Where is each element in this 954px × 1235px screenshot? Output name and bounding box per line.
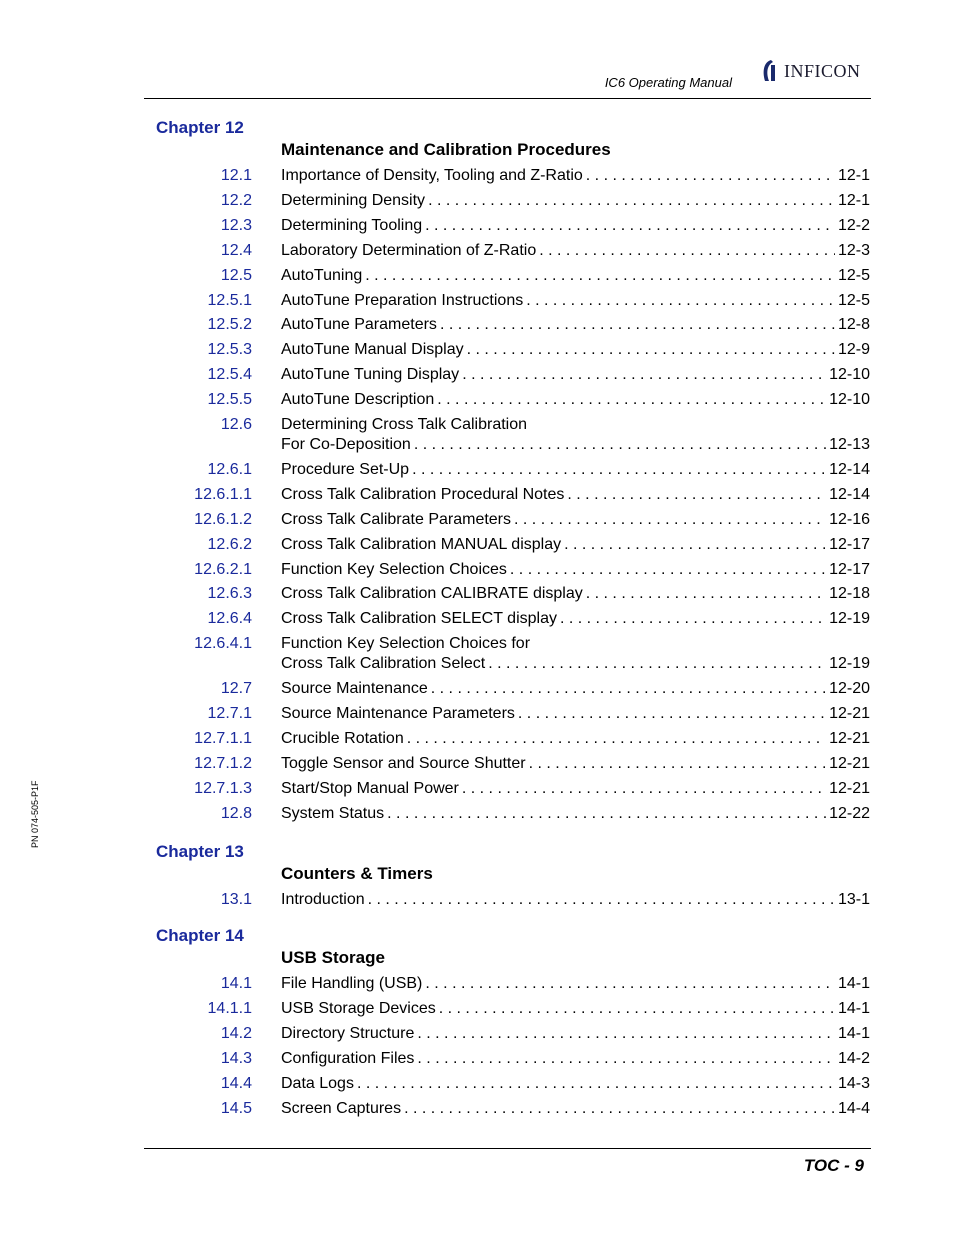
header-rule [144,98,871,99]
section-number[interactable]: 12.6.2 [207,535,252,553]
entry-line [281,1100,870,1118]
section-number[interactable]: 12.3 [220,216,252,234]
dot-leader [488,655,826,673]
entry-line [281,366,870,384]
entry-page: 12-1 [837,167,870,184]
entry-page: 14-1 [837,1024,870,1042]
entry-title: Procedure Set-Up [281,460,410,478]
section-number[interactable]: 12.5.4 [207,366,252,384]
dot-leader [539,242,835,260]
entry-page: 12-21 [829,705,870,722]
entry-line [281,461,870,479]
entry-page: 14-3 [837,1074,870,1092]
section-number[interactable]: 12.6.2.1 [194,560,252,578]
chapter-title: USB Storage [281,948,385,967]
section-number[interactable]: 12.5 [220,266,252,284]
entry-line [281,341,870,359]
dot-leader [431,680,826,698]
dot-leader [412,461,826,479]
entry-page: 12-14 [829,460,870,478]
section-number[interactable]: 12.5.2 [207,316,252,334]
entry-line [281,780,870,798]
entry-page: 12-21 [829,754,870,772]
entry-page: 14-4 [837,1099,870,1117]
section-number[interactable]: 12.8 [220,804,252,822]
section-number[interactable]: 14.4 [220,1074,252,1092]
entry-page: 12-16 [829,510,870,528]
entry-title: Crucible Rotation [281,729,404,747]
entry-line [281,975,870,993]
entry-title: AutoTune Tuning Display [281,366,460,384]
section-number[interactable]: 12.2 [220,191,252,209]
entry-page: 14-2 [837,1049,870,1067]
entry-line [281,511,870,529]
entry-page: 12-17 [829,560,870,578]
entry-line [281,217,870,235]
entry-page: 12-20 [829,680,870,698]
entry-line [281,755,870,773]
entry-line [281,536,870,554]
entry-page: 14-1 [837,975,870,992]
chapter-label[interactable]: Chapter 12 [156,118,244,137]
dot-leader [357,1075,835,1093]
entry-title: Cross Talk Calibration MANUAL display [281,535,562,553]
entry-page: 12-19 [829,610,870,628]
entry-line [281,1050,870,1068]
entry-title-line1: Determining Cross Talk Calibration [281,416,528,433]
entry-line [281,655,870,673]
section-number[interactable]: 12.6.3 [207,585,252,603]
dot-leader [407,730,826,748]
dot-leader [529,755,826,773]
entry-line [281,242,870,260]
section-number[interactable]: 12.6.1.2 [194,510,252,528]
entry-title: Configuration Files [281,1049,415,1067]
section-number[interactable]: 12.1 [220,167,252,184]
entry-title: AutoTune Manual Display [281,341,464,359]
dot-leader [462,366,826,384]
entry-title: AutoTune Parameters [281,316,437,334]
entry-title-line1: Function Key Selection Choices for [281,635,531,653]
entry-line [281,436,870,454]
entry-title: Source Maintenance Parameters [281,705,515,722]
entry-title: Source Maintenance [281,680,428,698]
entry-title: AutoTune Description [281,391,435,409]
entry-title: Function Key Selection Choices [281,560,507,578]
entry-page: 12-3 [837,241,870,259]
manual-title: IC6 Operating Manual [604,75,732,90]
entry-title: Introduction [281,891,365,908]
entry-line [281,891,870,909]
section-number[interactable]: 12.6.1.1 [194,485,252,503]
entry-line [281,680,870,698]
entry-page: 12-9 [837,341,870,359]
entry-title: Cross Talk Calibration Procedural Notes [281,485,565,503]
entry-line [281,1000,870,1018]
entry-line [281,1025,870,1043]
entry-line [281,167,870,185]
entry-page: 12-10 [829,366,870,384]
section-number[interactable]: 12.6 [220,416,252,433]
entry-title: Data Logs [281,1074,354,1092]
entry-title: Start/Stop Manual Power [281,779,459,797]
logo-wordmark: INFICON [784,60,861,81]
dot-leader [510,561,826,579]
section-number[interactable]: 13.1 [220,891,252,908]
section-number[interactable]: 14.1 [220,975,252,992]
section-number[interactable]: 12.7.1 [207,705,252,722]
inficon-logo [760,58,861,84]
entry-page: 12-21 [829,779,870,797]
entry-title: Toggle Sensor and Source Shutter [281,754,526,772]
dot-leader [428,192,835,210]
dot-leader [462,780,826,798]
dot-leader [567,486,826,504]
entry-page: 12-2 [837,216,870,234]
entry-line [281,292,870,310]
dot-leader [440,316,835,334]
entry-title: Cross Talk Calibration CALIBRATE display [281,585,583,603]
dot-leader [526,292,835,310]
entry-line [281,316,870,334]
entry-page: 13-1 [837,891,870,908]
part-number: PN 074-505-P1F [30,780,40,848]
section-number[interactable]: 12.7.1.2 [194,754,252,772]
chapter-label[interactable]: Chapter 14 [156,926,244,945]
section-number[interactable]: 12.6.4.1 [194,635,252,653]
entry-title: File Handling (USB) [281,975,423,992]
entry-line [281,391,870,409]
entry-page: 12-13 [829,436,870,453]
dot-leader [439,1000,835,1018]
entry-title: USB Storage Devices [281,999,436,1017]
entry-line [281,610,870,628]
dot-leader [586,167,835,185]
entry-line [281,730,870,748]
dot-leader [387,805,826,823]
dot-leader [425,975,835,993]
entry-page: 12-14 [829,485,870,503]
entry-line [281,192,870,210]
dot-leader [467,341,835,359]
dot-leader [564,536,826,554]
section-number[interactable]: 14.1.1 [207,999,252,1017]
section-number[interactable]: 12.5.3 [207,341,252,359]
chapter-title: Counters & Timers [281,864,433,883]
entry-page: 12-18 [829,585,870,603]
section-number[interactable]: 14.5 [220,1099,252,1117]
section-number[interactable]: 12.6.4 [207,610,252,628]
inficon-logo-icon [760,59,782,83]
entry-line [281,486,870,504]
entry-page: 12-10 [829,391,870,409]
entry-page: 12-1 [837,191,870,209]
page-number: TOC - 9 [803,1156,864,1175]
entry-page: 12-19 [829,655,870,673]
entry-line [281,705,870,723]
footer-rule [144,1148,871,1149]
entry-title: Determining Density [281,191,426,209]
section-number[interactable]: 12.7 [220,680,252,698]
dot-leader [518,705,826,723]
section-number[interactable]: 12.5.5 [207,391,252,409]
entry-line [281,267,870,285]
dot-leader [560,610,826,628]
section-number[interactable]: 12.6.1 [207,460,252,478]
entry-title: Cross Talk Calibration Select [281,655,486,673]
entry-page: 12-5 [837,291,870,309]
entry-title: Directory Structure [281,1024,415,1042]
entry-page: 12-8 [837,316,870,334]
entry-page: 12-17 [829,535,870,553]
entry-title: System Status [281,804,385,822]
section-number[interactable]: 12.5.1 [207,291,252,309]
dot-leader [586,585,826,603]
section-number[interactable]: 14.3 [220,1049,252,1067]
entry-line [281,585,870,603]
dot-leader [414,436,826,454]
entry-line [281,1075,870,1093]
dot-leader [365,267,835,285]
section-number[interactable]: 12.7.1.3 [194,779,252,797]
dot-leader [368,891,835,909]
entry-title: AutoTuning [281,266,363,284]
section-number[interactable]: 14.2 [220,1024,252,1042]
entry-page: 12-21 [829,729,870,747]
entry-title: Cross Talk Calibrate Parameters [281,510,512,528]
entry-page: 12-5 [837,266,870,284]
entry-line [281,561,870,579]
chapter-label[interactable]: Chapter 13 [156,842,244,861]
dot-leader [437,391,826,409]
dot-leader [417,1025,835,1043]
entry-page: 14-1 [837,999,870,1017]
entry-title: For Co-Deposition [281,436,411,453]
dot-leader [425,217,835,235]
dot-leader [417,1050,835,1068]
entry-line [281,805,870,823]
section-number[interactable]: 12.4 [220,241,252,259]
dot-leader [404,1100,835,1118]
entry-page: 12-22 [829,804,870,822]
chapter-title: Maintenance and Calibration Procedures [281,140,611,159]
entry-title: Cross Talk Calibration SELECT display [281,610,557,628]
entry-title: Importance of Density, Tooling and Z-Ratio [281,167,583,184]
entry-title: Laboratory Determination of Z-Ratio [281,241,537,259]
entry-title: Determining Tooling [281,216,423,234]
entry-title: Screen Captures [281,1099,402,1117]
section-number[interactable]: 12.7.1.1 [194,729,252,747]
entry-title: AutoTune Preparation Instructions [281,291,524,309]
dot-leader [514,511,826,529]
